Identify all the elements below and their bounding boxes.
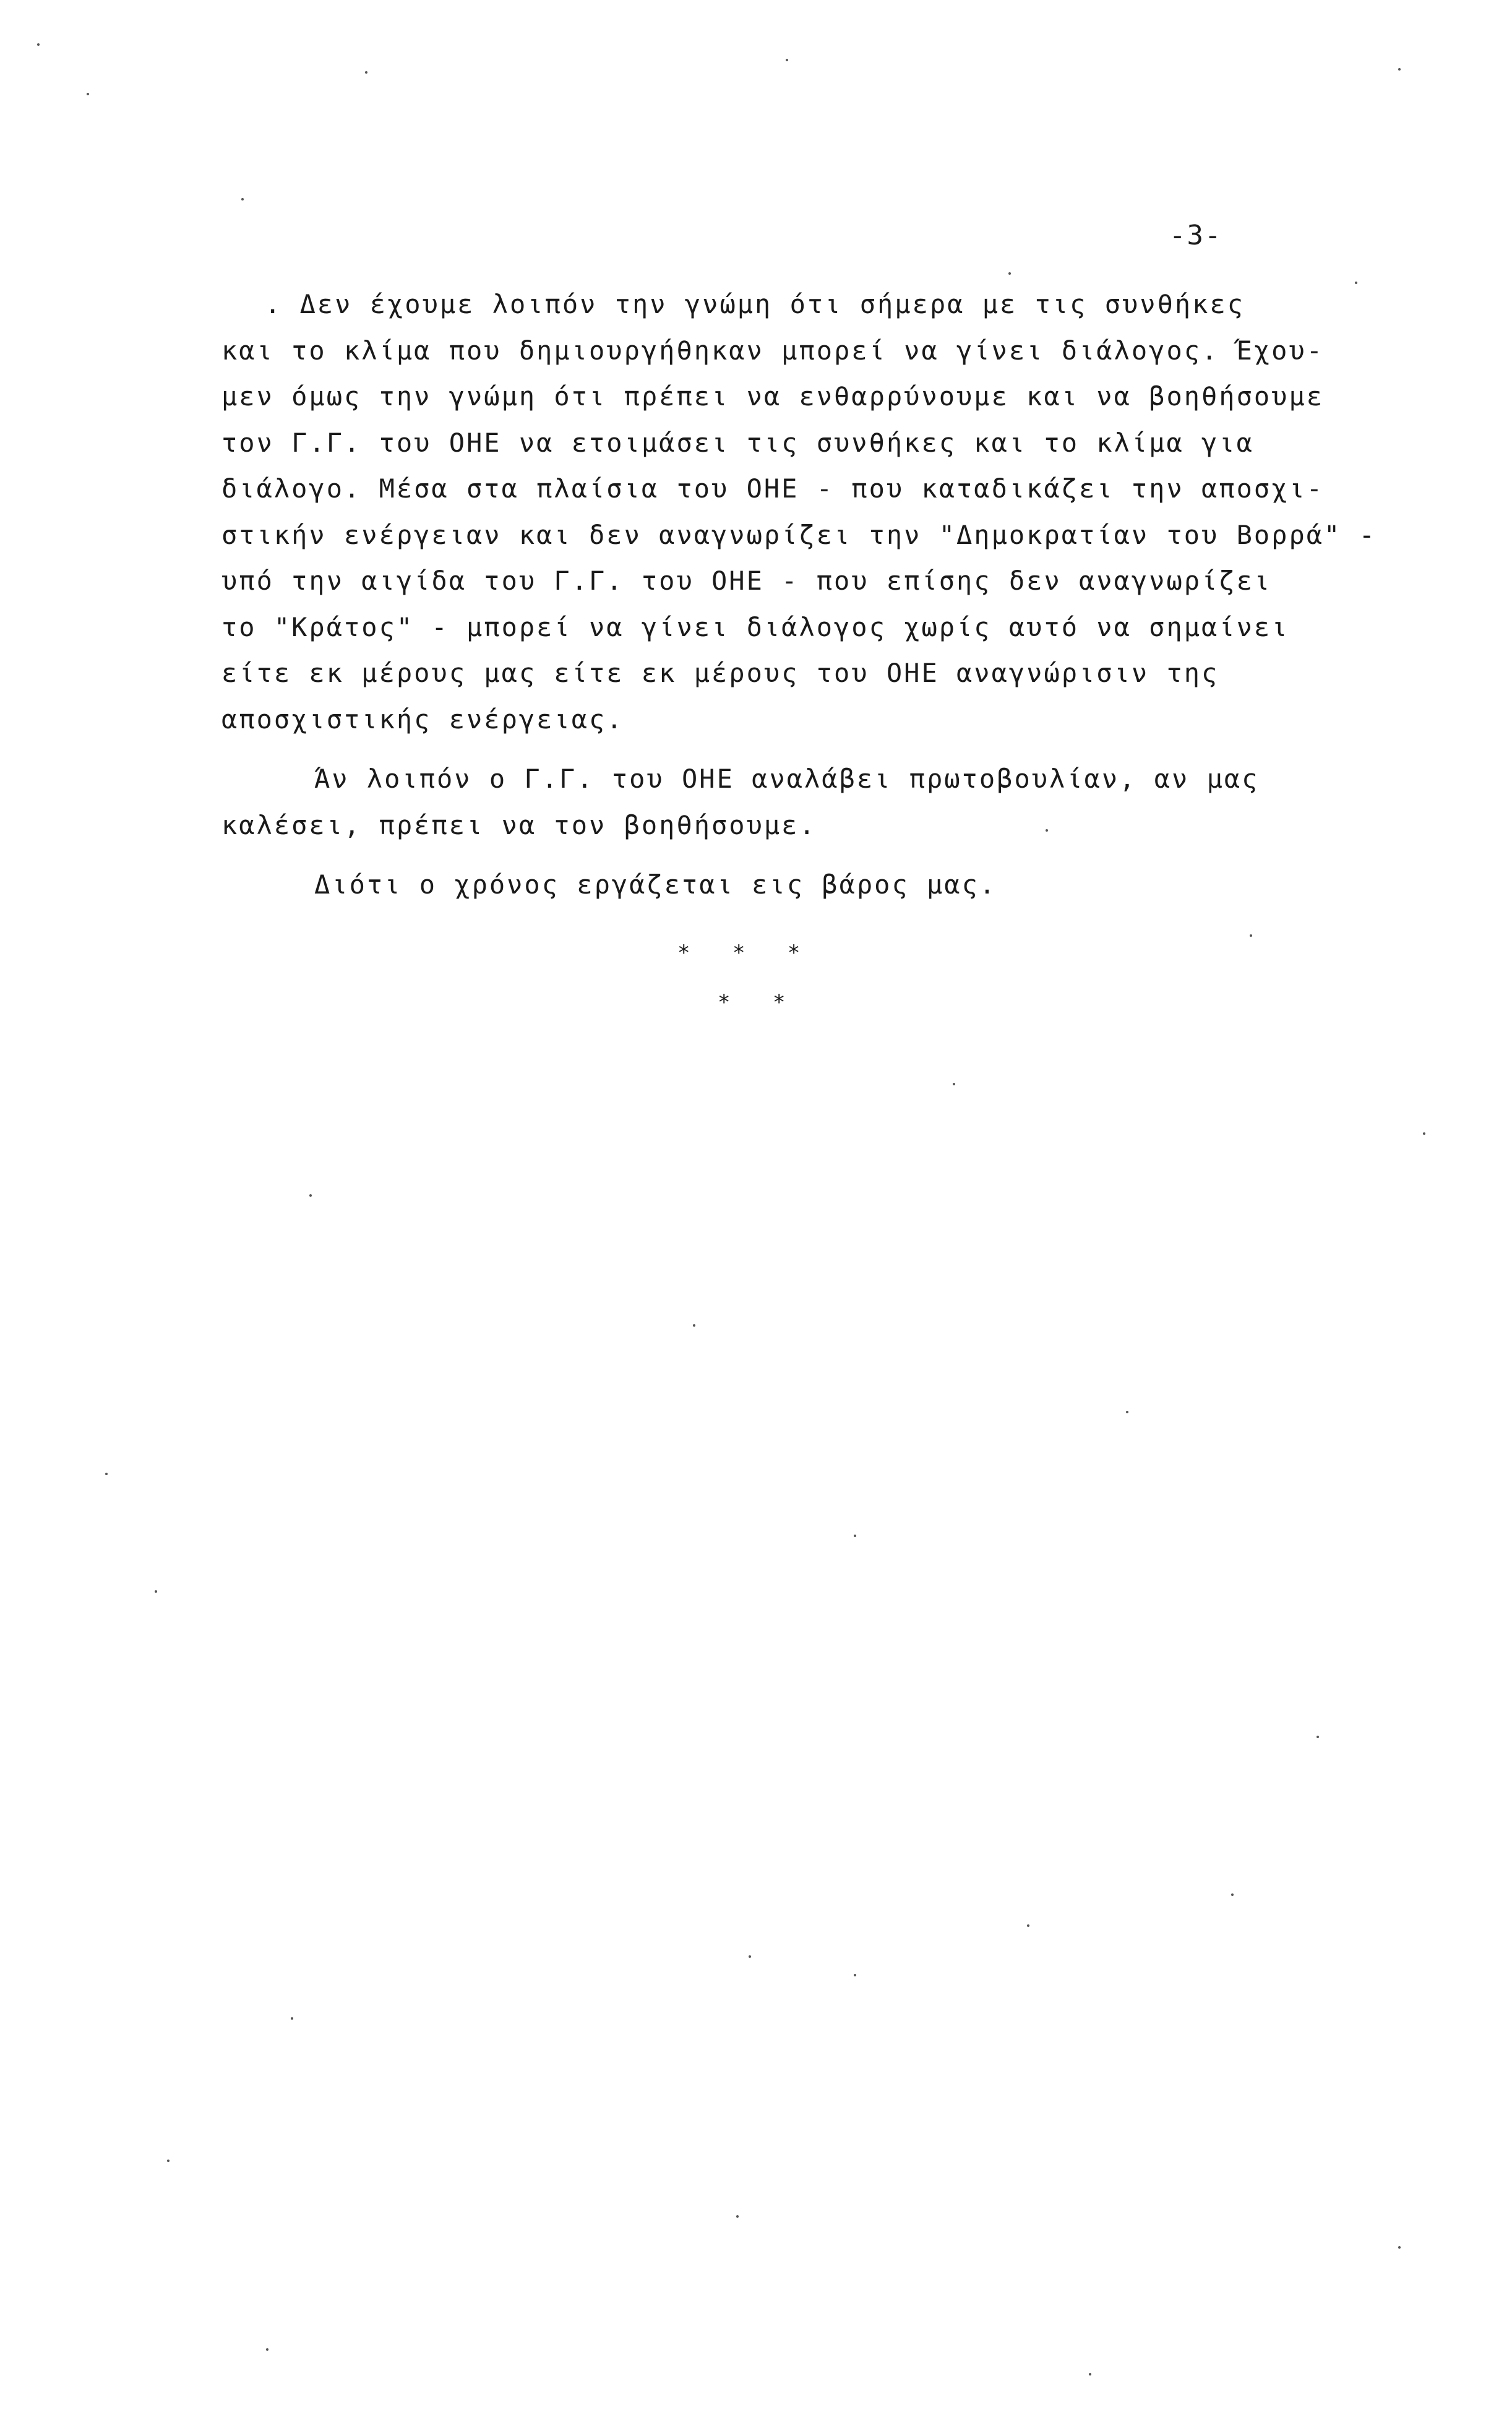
scan-speck (1089, 2373, 1091, 2375)
text-line: και το κλίμα που δημιουργήθηκαν μπορεί να γίνει διάλογος. Έχου- (221, 335, 1325, 366)
scan-speck (1250, 934, 1252, 937)
scan-speck (854, 1974, 856, 1976)
paragraph-1 (221, 282, 1397, 743)
paragraph-2 (221, 756, 1397, 848)
text-line: μεν όμως την γνώμη ότι πρέπει να ενθαρρύνουμε και να βοηθήσουμε (221, 381, 1325, 411)
scan-speck (1355, 282, 1357, 284)
text-line: Διότι ο χρόνος εργάζεται εις βάρος μας. (314, 869, 997, 900)
text-line: στικήν ενέργειαν και δεν αναγνωρίζει την "Δημοκρατίαν του Βορρά" - (221, 519, 1377, 550)
separator-stars-row-2: * * (718, 990, 786, 1015)
scan-speck (291, 2017, 293, 2020)
scan-speck (1317, 1736, 1319, 1738)
scan-speck (749, 1955, 751, 1958)
scan-speck (1126, 1411, 1128, 1413)
scan-speck (1046, 829, 1048, 832)
scan-speck (105, 1473, 108, 1475)
scan-speck (87, 93, 89, 95)
scan-speck (1231, 1893, 1234, 1896)
document-body (221, 282, 1397, 908)
scan-speck (1398, 2246, 1401, 2249)
scan-speck (241, 198, 244, 200)
scan-speck (1423, 1132, 1425, 1135)
scan-speck (309, 1194, 312, 1197)
text-line: υπό την αιγίδα του Γ.Γ. του ΟΗΕ - που επίσης δεν αναγνωρίζει (221, 566, 1272, 596)
scan-speck (365, 71, 367, 74)
scan-speck (266, 2348, 268, 2351)
paragraph-3 (221, 862, 1397, 908)
scan-speck (155, 1590, 157, 1593)
scan-speck (1027, 1924, 1029, 1927)
page-number: -3- (1169, 220, 1222, 251)
text-line: καλέσει, πρέπει να τον βοηθήσουμε. (221, 809, 817, 840)
scan-speck (786, 59, 788, 61)
text-line: διάλογο. Μέσα στα πλαίσια του ΟΗΕ - που καταδικάζει την αποσχι- (221, 473, 1325, 504)
text-line: το "Κράτος" - μπορεί να γίνει διάλογος χωρίς αυτό να σημαίνει (221, 611, 1289, 642)
scan-speck (167, 2160, 170, 2162)
scan-speck (693, 1324, 695, 1327)
separator-stars-row-1: * * * (677, 941, 801, 965)
scan-speck (1008, 272, 1011, 275)
scan-speck (736, 2215, 739, 2218)
scan-speck (37, 43, 40, 46)
text-line: αποσχιστικής ενέργειας. (221, 704, 624, 734)
scan-speck (1398, 68, 1401, 71)
scan-speck (854, 1535, 856, 1537)
scan-speck (953, 1083, 955, 1085)
text-line: Άν λοιπόν ο Γ.Γ. του ΟΗΕ αναλάβει πρωτοβουλίαν, αν μας (314, 764, 1260, 794)
text-line: . Δεν έχουμε λοιπόν την γνώμη ότι σήμερα με τις συνθήκες (265, 289, 1245, 319)
text-line: είτε εκ μέρους μας είτε εκ μέρους του ΟΗΕ αναγνώρισιν της (221, 658, 1219, 688)
text-line: τον Γ.Γ. του ΟΗΕ να ετοιμάσει τις συνθήκες και το κλίμα για (221, 427, 1254, 458)
